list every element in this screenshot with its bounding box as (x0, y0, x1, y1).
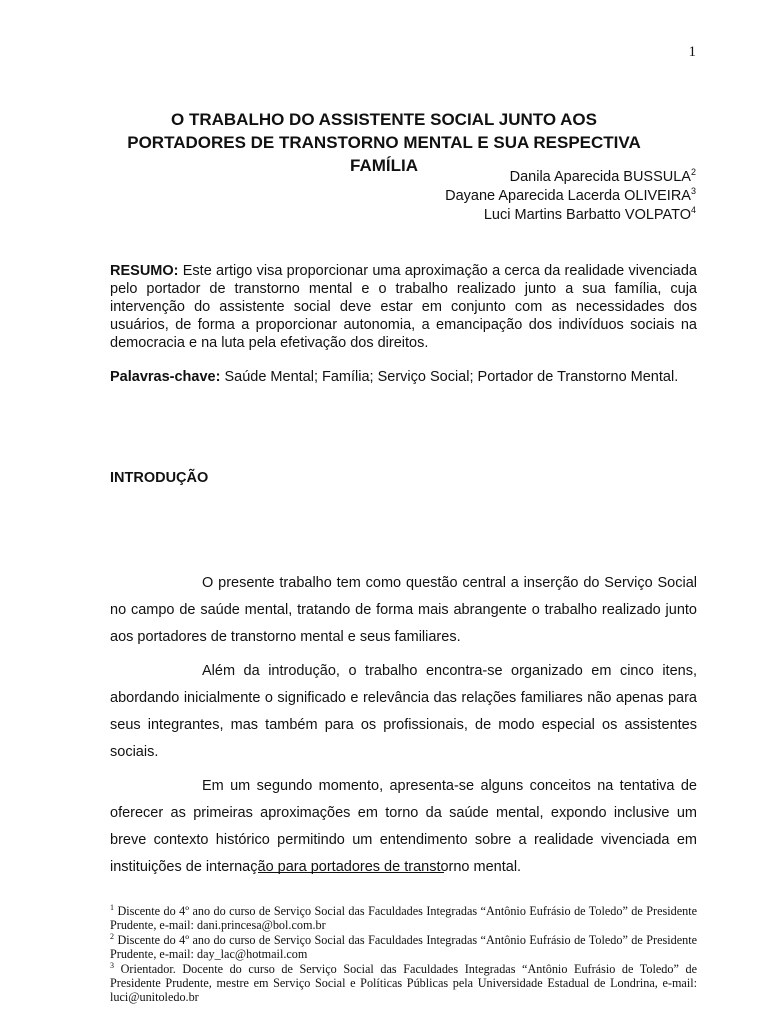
author-name: Luci Martins Barbatto VOLPATO (483, 207, 691, 223)
abstract-text: Este artigo visa proporcionar uma aproximação a cerca da realidade vivenciada pelo portador de transtorno mental e o trabalho realizado junto a sua família, cuja intervenção do assistente social deve estar em conjunto com as necessidades dos usuários, de forma a proporcionar autonomia, a emancipação dos indivíduos sociais na democracia e na luta pela efetivação dos direitos. (110, 263, 697, 351)
body-text (110, 570, 697, 888)
paragraph: Além da introdução, o trabalho encontra-se organizado em cinco itens, abordando inicialmente o significado e relevância das relações familiares não apenas para seus integrantes, mas também para os profissionais, de modo especial os assistentes sociais. (110, 663, 697, 760)
keywords-text: Saúde Mental; Família; Serviço Social; Portador de Transtorno Mental. (224, 369, 679, 385)
author-line (445, 187, 696, 206)
footnote-mark: 3 (110, 960, 114, 970)
footnote-mark: 4 (690, 205, 696, 216)
footnote-text: Orientador. Docente do curso de Serviço Social das Faculdades Integradas “Antônio Eufrásio de Toledo” de Presidente Prudente, mestre em Serviço Social e Políticas Públicas pela Universidade Estadual de Londrina, e-mail: luci@unitoledo.br (110, 961, 697, 1005)
paper-title: O TRABALHO DO ASSISTENTE SOCIAL JUNTO AOS PORTADORES DE TRANSTORNO MENTAL E SUA RESPECTIVA FAMÍLIA (127, 110, 641, 175)
footnote-mark: 3 (690, 186, 696, 197)
author-list (445, 168, 696, 225)
author-line (445, 206, 696, 225)
footnote-mark: 2 (690, 167, 696, 178)
footnote (110, 904, 697, 933)
paragraph: O presente trabalho tem como questão central a inserção do Serviço Social no campo de saúde mental, tratando de forma mais abrangente o trabalho realizado junto aos portadores de transtorno mental e seus familiares. (110, 575, 697, 645)
abstract (110, 262, 697, 352)
keywords (110, 368, 697, 386)
author-name: Danila Aparecida BUSSULA (509, 169, 691, 185)
author-name: Dayane Aparecida Lacerda OLIVEIRA (445, 188, 691, 204)
footnote-mark: 2 (110, 931, 114, 941)
footnote (110, 962, 697, 1005)
footnote-mark: 1 (110, 902, 114, 912)
keywords-label: Palavras-chave: (110, 369, 221, 385)
author-line (445, 168, 696, 187)
footnote-text: Discente do 4º ano do curso de Serviço Social das Faculdades Integradas “Antônio Eufrásio de Toledo” de Presidente Prudente, e-mail: day_lac@hotmail.com (110, 932, 697, 962)
footnote-text: Discente do 4º ano do curso de Serviço Social das Faculdades Integradas “Antônio Eufrásio de Toledo” de Presidente Prudente, e-mail: dani.princesa@bol.com.br (110, 904, 697, 933)
paragraph: Em um segundo momento, apresenta-se alguns conceitos na tentativa de oferecer as primeiras aproximações em torno da saúde mental, expondo inclusive um breve contexto histórico permitindo um entendimento sobre a realidade vivenciada em instituições de internação para portadores de transtorno mental. (110, 778, 697, 875)
footnote (110, 933, 697, 962)
section-heading: INTRODUÇÃO (110, 470, 209, 486)
footnotes (110, 904, 697, 1005)
abstract-label: RESUMO: (110, 263, 179, 279)
page-number: 1 (688, 44, 696, 60)
footnote-divider (258, 872, 444, 873)
